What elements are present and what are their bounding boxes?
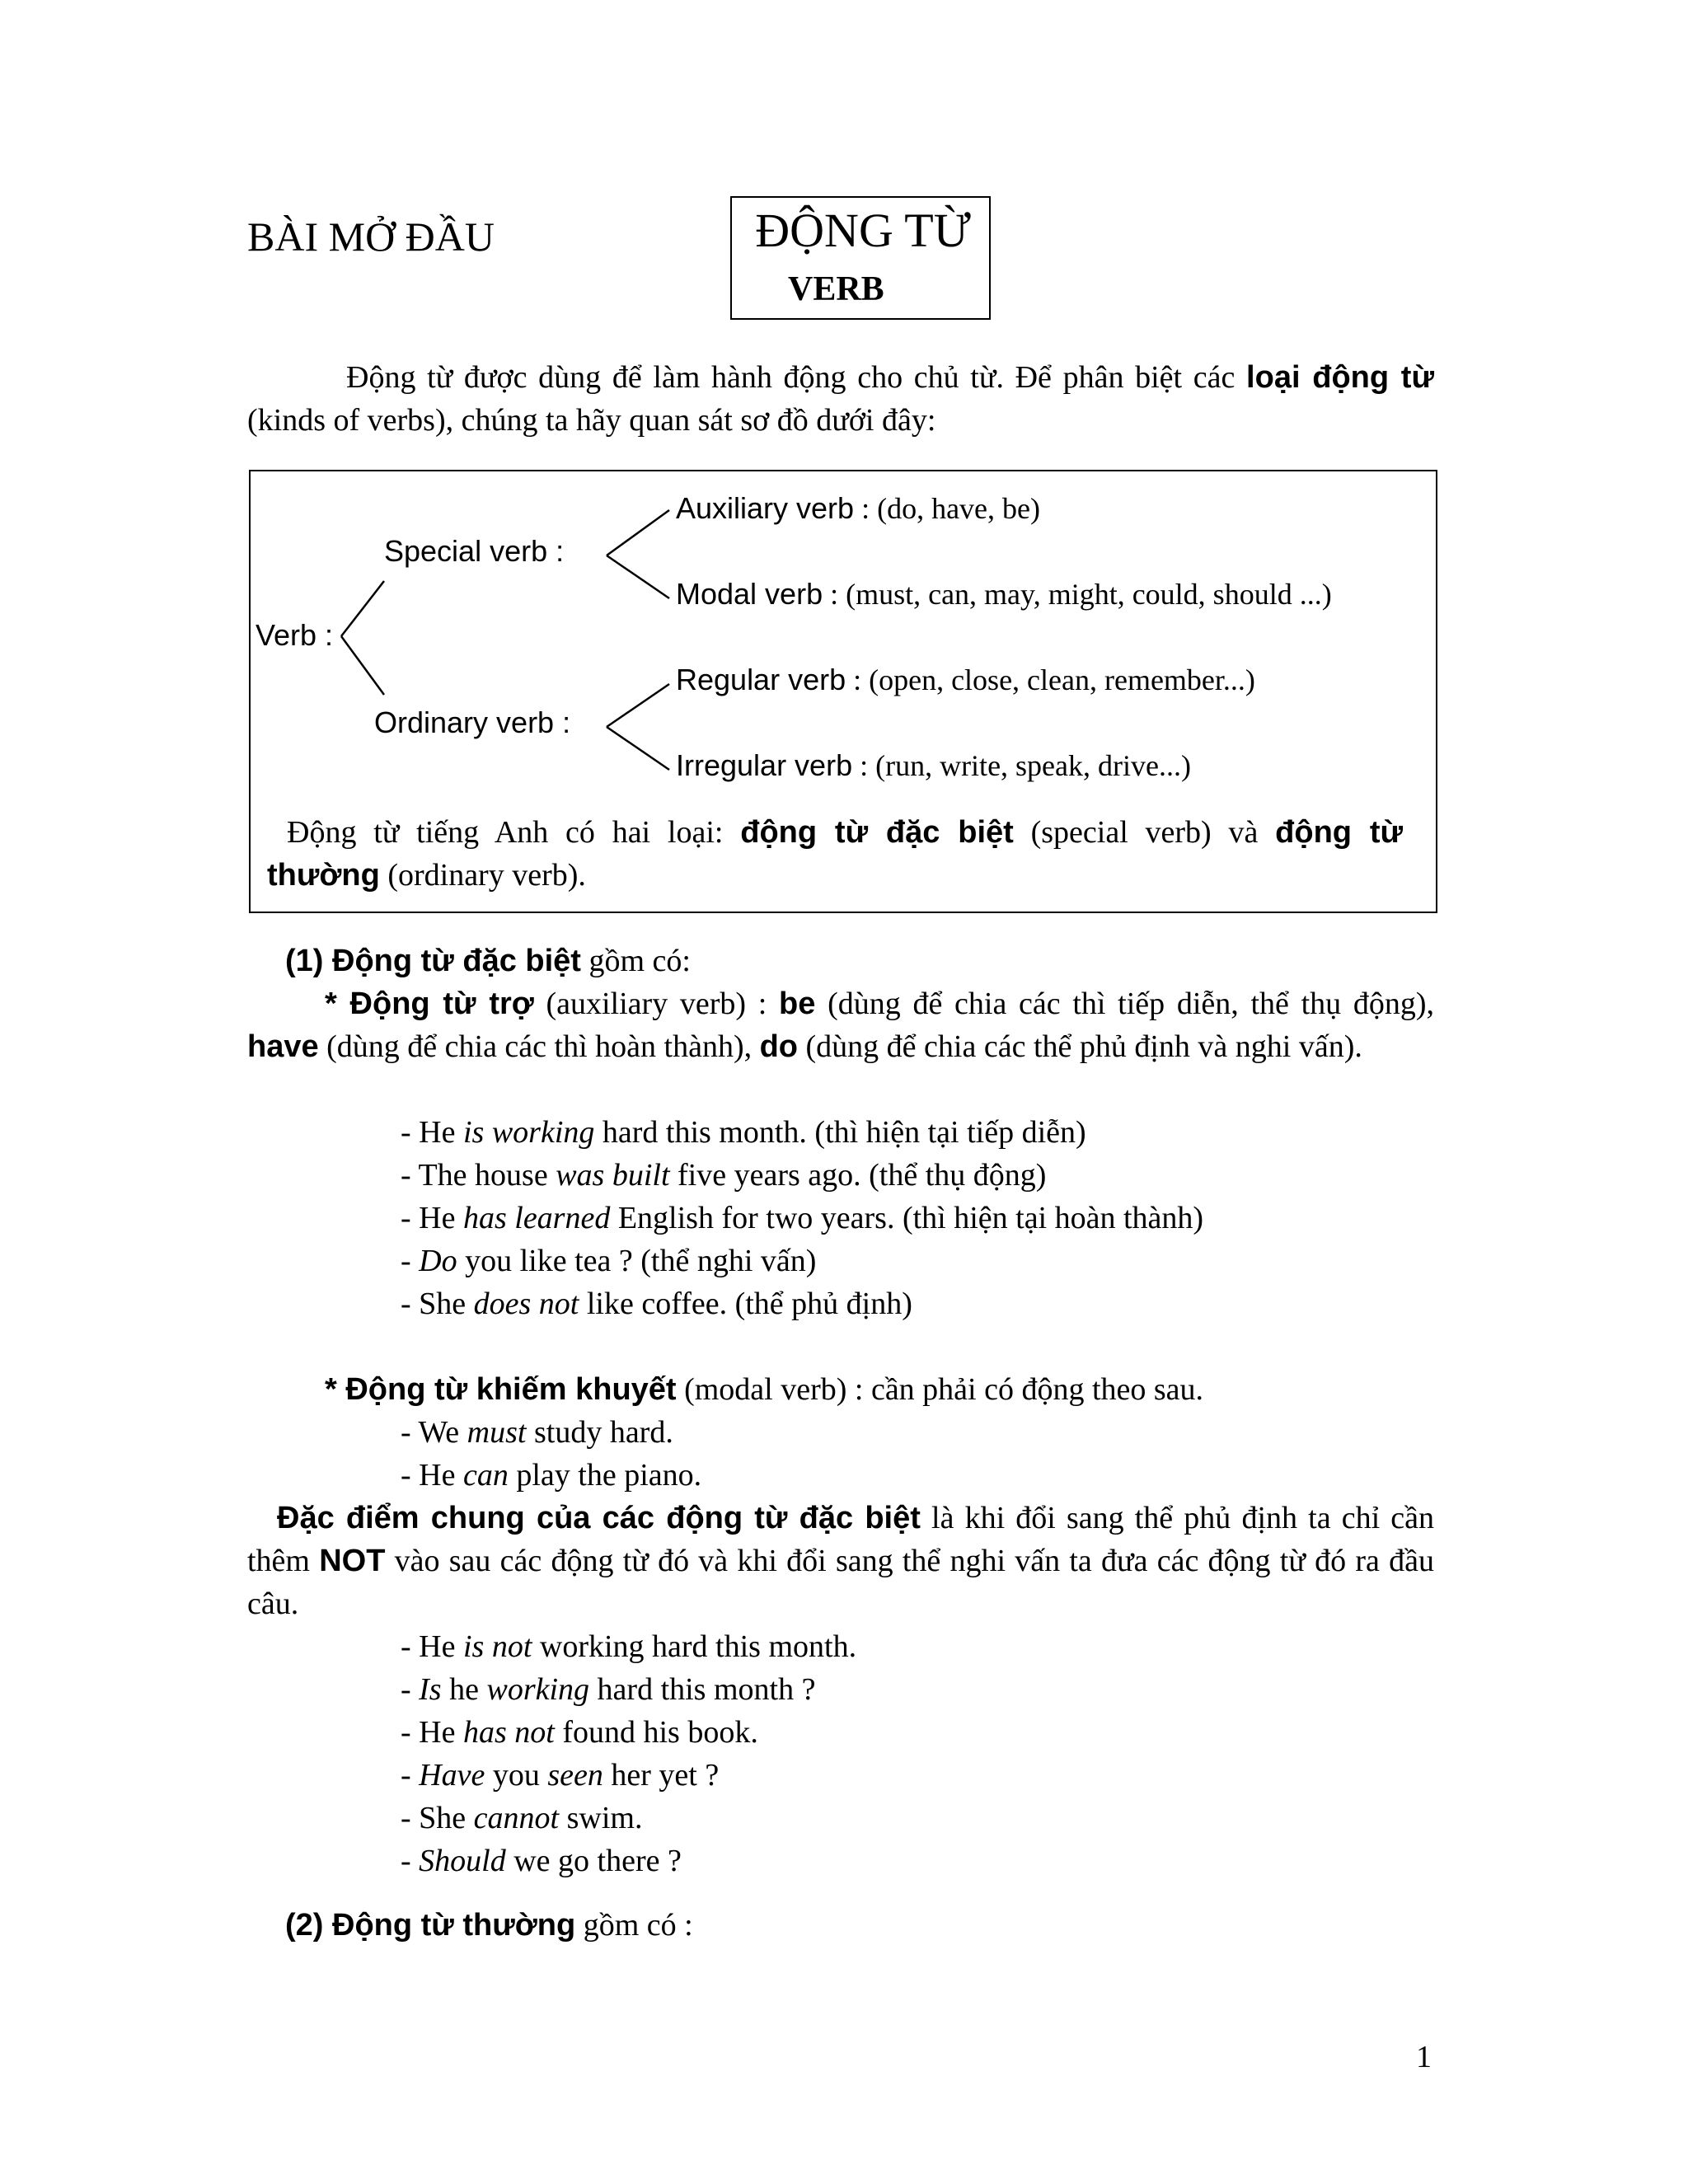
example-5: - She does not like coffee. (thể phủ định) bbox=[401, 1286, 912, 1321]
section2-heading: (2) Động từ thường gồm có : bbox=[285, 1908, 693, 1943]
intro-paragraph: Động từ được dùng để làm hành động cho chủ từ. Để phân biệt các loại động từ (kinds of verbs), chúng ta hãy quan sát sơ đồ dưới đây: bbox=[247, 360, 1434, 438]
title-vietnamese: ĐỘNG TỪ bbox=[755, 204, 971, 257]
section1-heading: (1) Động từ đặc biệt gồm có: bbox=[285, 944, 691, 978]
example-8: - He is not working hard this month. bbox=[401, 1629, 857, 1664]
connector-special-aux bbox=[607, 510, 669, 555]
example-7: - He can play the piano. bbox=[401, 1458, 702, 1493]
example-4: - Do you like tea ? (thể nghi vấn) bbox=[401, 1244, 817, 1278]
diagram-special: Special verb : bbox=[384, 534, 565, 568]
diagram-modal: Modal verb : (must, can, may, might, could, should ...) bbox=[676, 577, 1332, 611]
common-feature-paragraph: Đặc điểm chung của các động từ đặc biệt là khi đổi sang thể phủ định ta chỉ cần thêm NOT vào sau các động từ đó và khi đổi sang thể nghi vấn ta đưa các động từ đó ra đầu câu. bbox=[247, 1501, 1435, 1621]
connector-verb-special bbox=[341, 581, 384, 636]
connector-verb-ordinary bbox=[341, 636, 384, 695]
example-12: - She cannot swim. bbox=[401, 1801, 643, 1835]
diagram-ordinary: Ordinary verb : bbox=[374, 705, 571, 739]
diagram-summary-line2: thường (ordinary verb). bbox=[267, 858, 586, 893]
aux-definition: * Động từ trợ (auxiliary verb) : be (dùng để chia các thì tiếp diễn, thể thụ động), have (dùng để chia các thì hoàn thành), do (dùng để chia các thể phủ định và nghi vấn). bbox=[247, 987, 1434, 1064]
example-9: - Is he working hard this month ? bbox=[401, 1672, 816, 1707]
example-1: - He is working hard this month. (thì hiện tại tiếp diễn) bbox=[401, 1115, 1086, 1150]
title-english: VERB bbox=[788, 270, 884, 308]
verb-diagram bbox=[249, 470, 1437, 913]
modal-definition: * Động từ khiếm khuyết (modal verb) : cần phải có động theo sau. bbox=[325, 1372, 1204, 1407]
example-10: - He has not found his book. bbox=[401, 1715, 758, 1750]
diagram-auxiliary: Auxiliary verb : (do, have, be) bbox=[676, 491, 1040, 525]
connector-special-modal bbox=[607, 555, 669, 598]
diagram-root: Verb : bbox=[256, 618, 334, 652]
diagram-irregular: Irregular verb : (run, write, speak, drive...) bbox=[676, 748, 1191, 782]
example-11: - Have you seen her yet ? bbox=[401, 1758, 720, 1793]
example-6: - We must study hard. bbox=[401, 1415, 673, 1450]
connector-ordinary-regular bbox=[607, 684, 669, 727]
diagram-summary: Động từ tiếng Anh có hai loại: động từ đặc biệt (special verb) và động từ bbox=[287, 815, 1403, 850]
connector-ordinary-irregular bbox=[607, 727, 669, 770]
example-2: - The house was built five years ago. (thể thụ động) bbox=[401, 1158, 1047, 1193]
lesson-heading: BÀI MỞ ĐẦU bbox=[247, 213, 495, 260]
page-number: 1 bbox=[1416, 2040, 1432, 2074]
example-13: - Should we go there ? bbox=[401, 1844, 682, 1878]
diagram-regular: Regular verb : (open, close, clean, remember...) bbox=[676, 663, 1255, 696]
example-3: - He has learned English for two years. (thì hiện tại hoàn thành) bbox=[401, 1201, 1204, 1235]
title-box bbox=[730, 196, 991, 320]
